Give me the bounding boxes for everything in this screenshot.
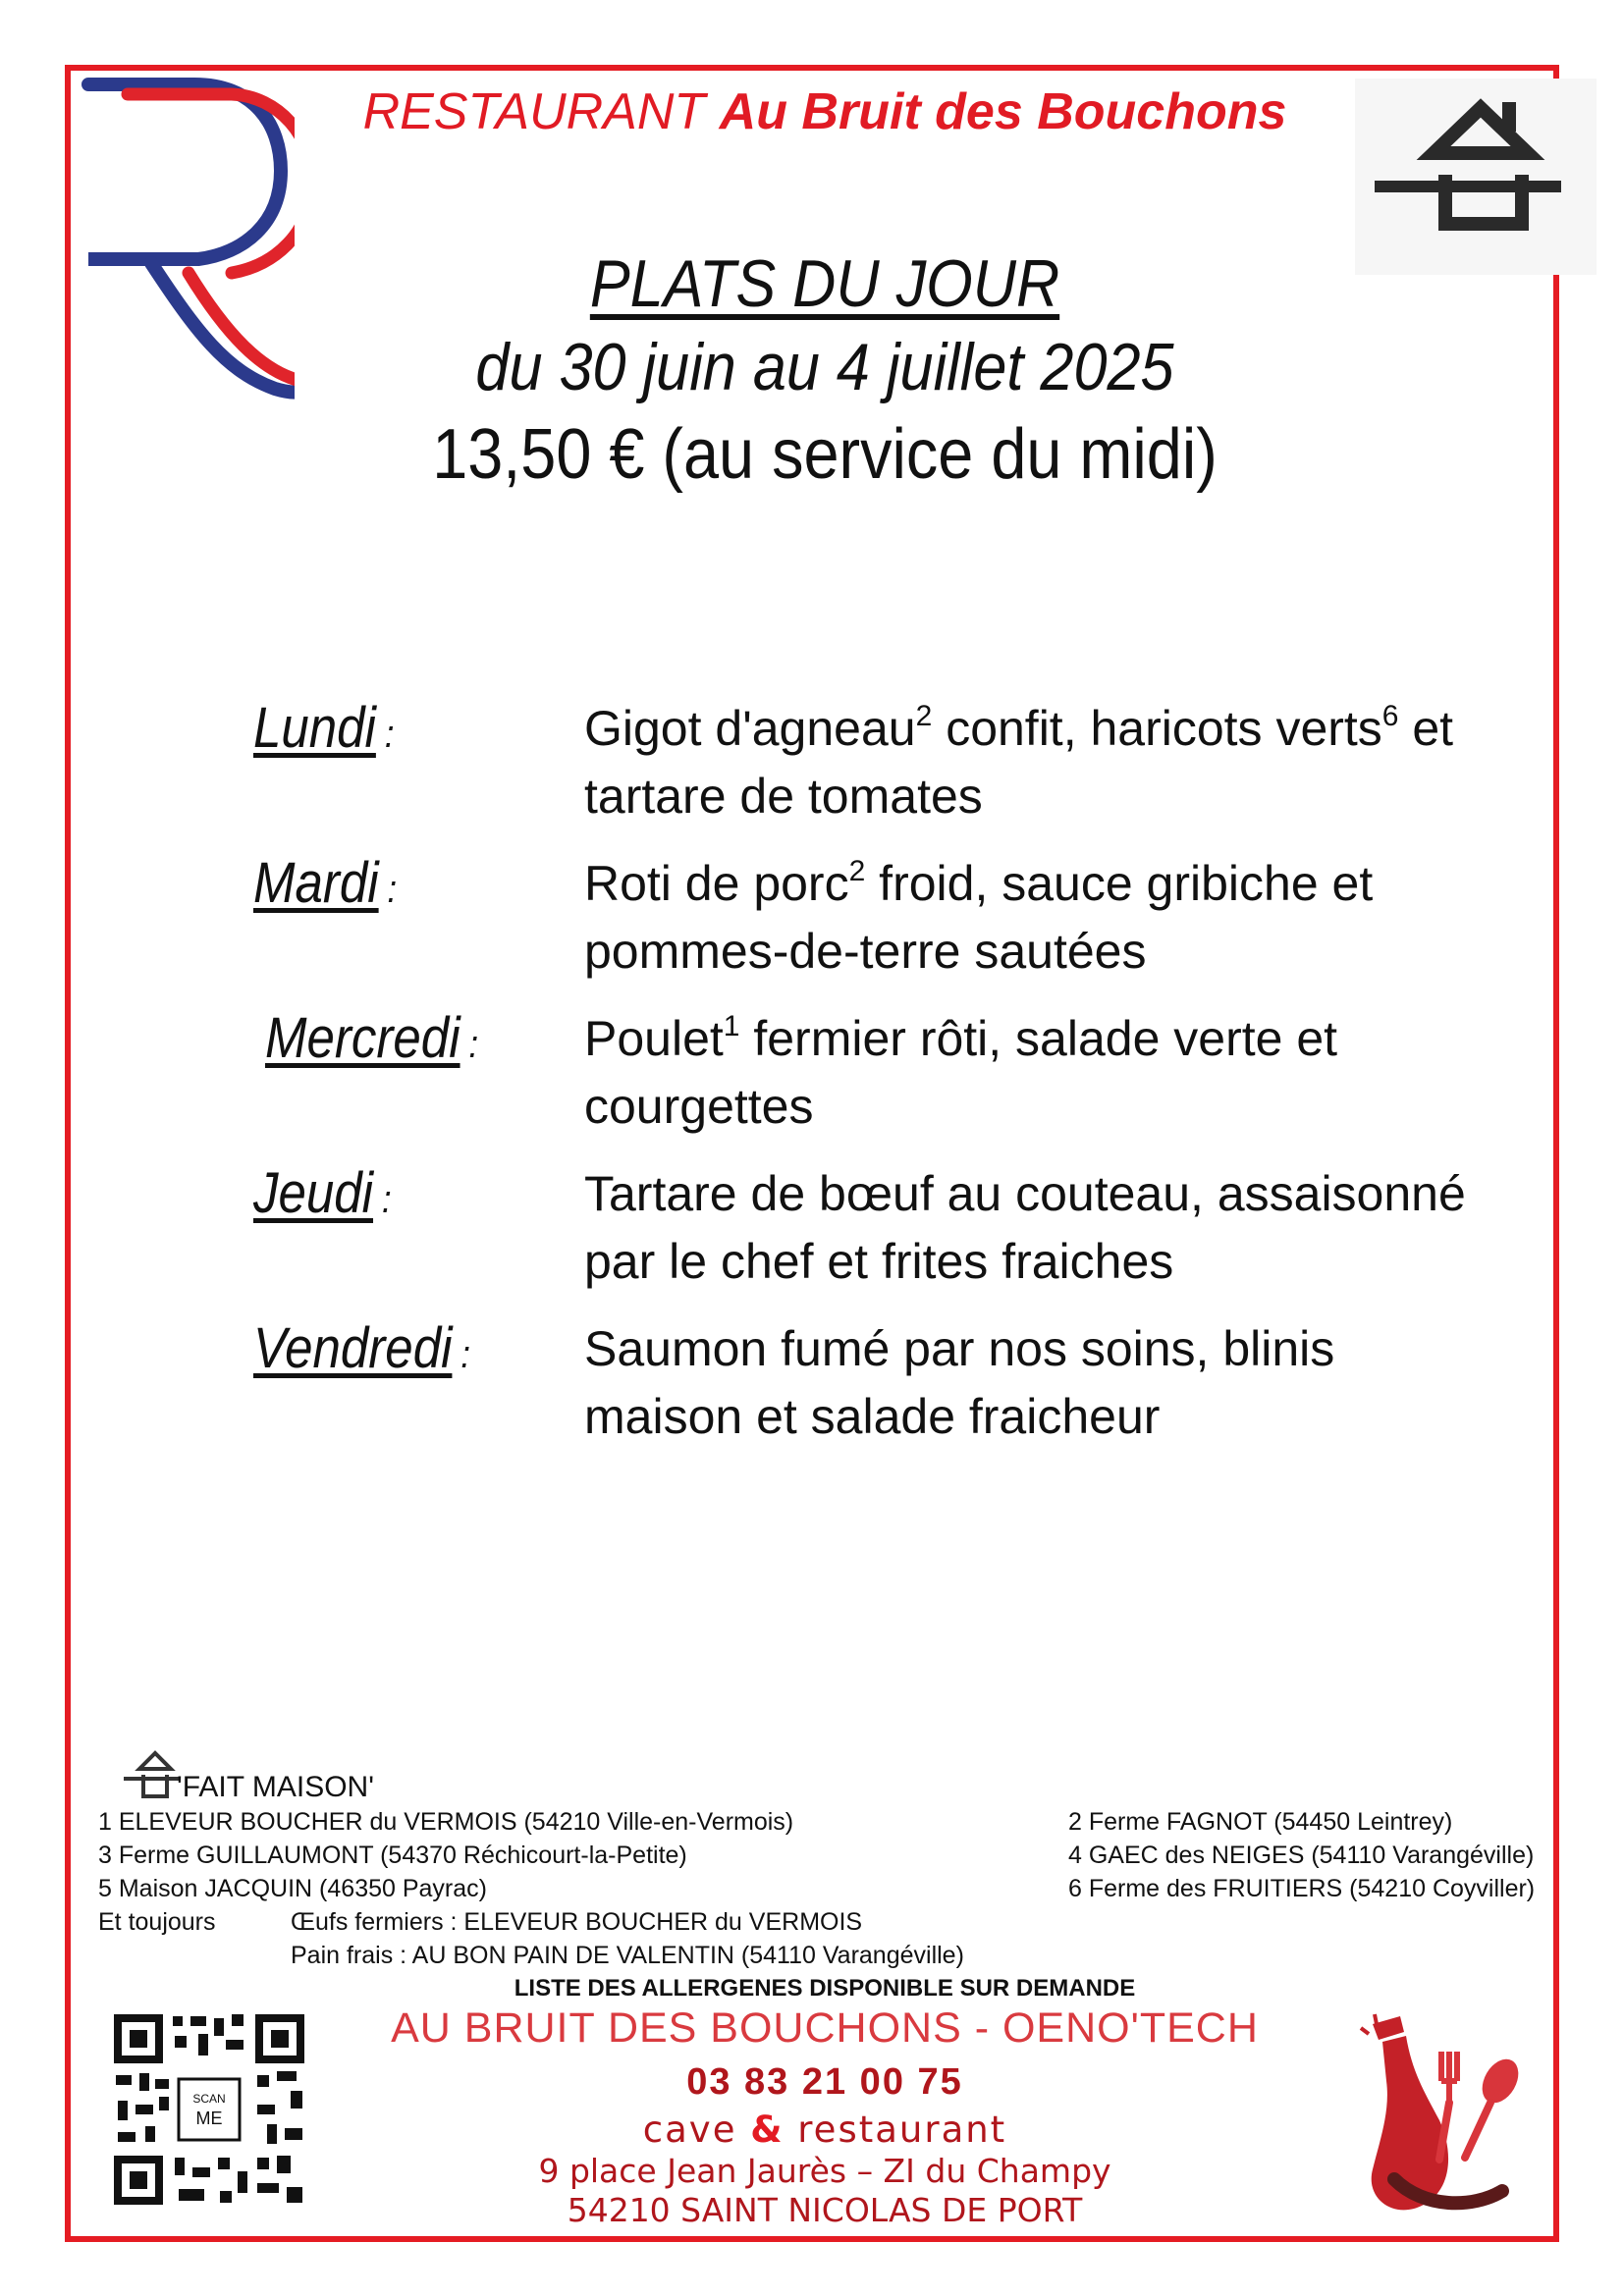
dish-description: Roti de porc$^2$ froid, sauce gribiche et pommes-de-terre sautées [584,855,1374,979]
restaurant-name: Au Bruit des Bouchons [719,83,1287,140]
qr-me-label: ME [195,2109,223,2128]
et-toujours-label: Et toujours [98,1908,216,1936]
supplier-1: 1 ELEVEUR BOUCHER du VERMOIS (54210 Ville-en-Vermois) [98,1808,794,1836]
fait-maison-small-icon [120,1745,181,1804]
dish-description: Tartare de bœuf au couteau, assaisonné par le chef et frites fraiches [584,1166,1466,1289]
dish-description: Gigot d'agneau$^2$ confit, haricots verts$^6$ et tartare de tomates [584,700,1454,824]
dish-description: Saumon fumé par nos soins, blinis maison et salade fraicheur [584,1321,1335,1444]
allergens-notice: LISTE DES ALLERGENES DISPONIBLE SUR DEMANDE [514,1975,1136,2002]
day-label: Mercredi : [265,1006,479,1070]
supplier-3: 3 Ferme GUILLAUMONT (54370 Réchicourt-la-Petite) [98,1842,687,1869]
supplier-4: 4 GAEC des NEIGES (54110 Varangéville) [1068,1842,1535,1869]
menu-row-mardi [0,850,1624,997]
day-label: Mardi : [253,851,398,915]
qr-scan-label: SCAN [192,2092,226,2106]
footer-phone[interactable]: 03 83 21 00 75 [686,2061,963,2103]
dish-description: Poulet$^1$ fermier rôti, salade verte et courgettes [584,1010,1338,1134]
date-range: du 30 juin au 4 juillet 2025 [475,330,1174,404]
footer-address-city: 54210 SAINT NICOLAS DE PORT [567,2191,1083,2229]
restaurant-title [0,80,1624,143]
menu-price: 13,50 € (au service du midi) [432,415,1218,494]
day-label: Vendredi : [253,1316,471,1380]
menu-row-mercredi [0,1005,1624,1152]
supplier-6: 6 Ferme des FRUITIERS (54210 Coyviller) [1068,1875,1536,1902]
day-label: Jeudi : [253,1161,392,1225]
oeufs-supplier: Œufs fermiers : ELEVEUR BOUCHER du VERMOIS [291,1908,863,1936]
restaurant-prefix: RESTAURANT [362,83,706,140]
menu-row-lundi [0,695,1624,842]
fait-maison-label: 'FAIT MAISON' [177,1771,374,1803]
supplier-5: 5 Maison JACQUIN (46350 Payrac) [98,1875,487,1902]
footer-tagline: cave & restaurant [642,2109,1007,2151]
supplier-2: 2 Ferme FAGNOT (54450 Leintrey) [1068,1808,1453,1836]
page-title: PLATS DU JOUR [589,246,1060,321]
day-label: Lundi : [253,696,395,760]
pain-supplier: Pain frais : AU BON PAIN DE VALENTIN (54110 Varangéville) [291,1942,964,1969]
menu-row-vendredi [0,1315,1624,1463]
bottle-cutlery-logo [1355,2012,1532,2228]
footer-business-name: AU BRUIT DES BOUCHONS - OENO'TECH [391,2004,1259,2052]
menu-row-jeudi [0,1160,1624,1308]
footer-address-street: 9 place Jean Jaurès – ZI du Champy [538,2152,1111,2190]
